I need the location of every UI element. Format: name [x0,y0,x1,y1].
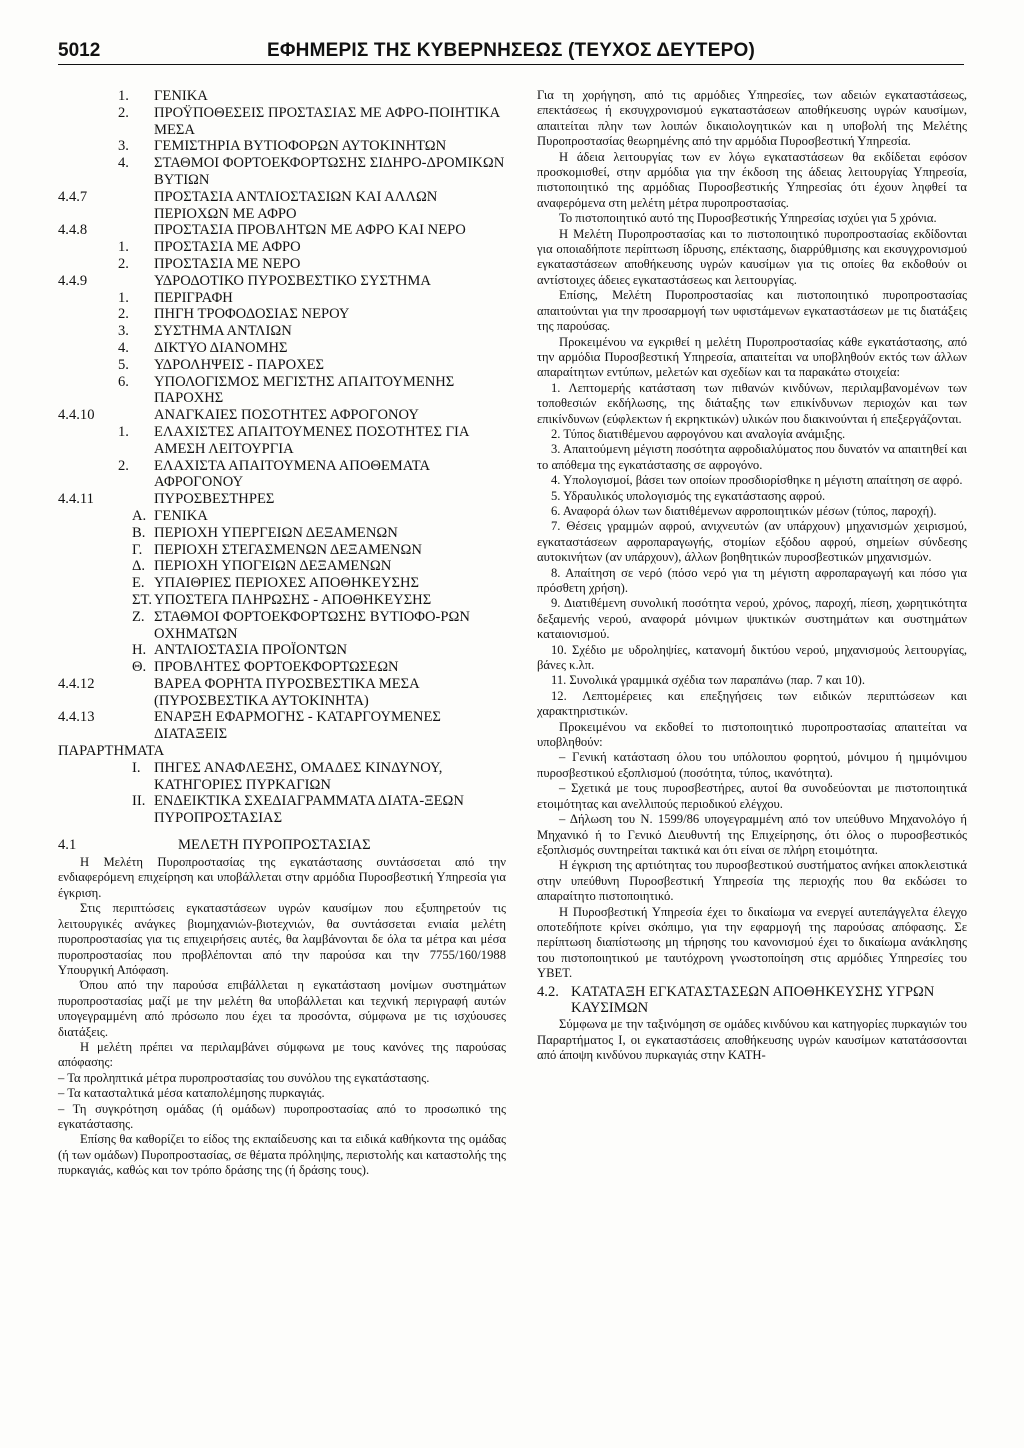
toc-number: 4.4.8 [58,222,88,239]
numbered-item: 12. Λεπτομέρειες και επεξηγήσεις των ειδικών περιπτώσεων και χαρακτηριστικών. [537,688,967,719]
toc-title: ΥΔΡΟΛΗΨΕΙΣ - ΠΑΡΟΧΕΣ [154,356,325,373]
left-body-text [58,855,506,1179]
toc-number: ΠΑΡΑΡΤΗΜΑΤΑ [58,743,165,760]
toc-letter: Ι. [132,759,141,776]
numbered-item: 3. Απαιτούμενη μέγιστη ποσότητα αφροδιαλύματος που δυνατόν να απαιτηθεί και το απόθεμα της εγκατάστασης σε αφρογόνο. [537,442,967,472]
toc-row [58,290,506,307]
toc-letter: Ε. [132,575,145,592]
toc-row [58,424,506,458]
toc-title: ΠΗΓΗ ΤΡΟΦΟΔΟΣΙΑΣ ΝΕΡΟΥ [154,306,350,323]
section-4-2-heading [537,984,967,1018]
section-number: 4.1 [58,837,77,854]
toc-title: ΓΕΜΙΣΤΗΡΙΑ ΒΥΤΙΟΦΟΡΩΝ ΑΥΤΟΚΙΝΗΤΩΝ [154,138,447,155]
numbered-item: 2. Τύπος διατιθέμενου αφρογόνου και αναλογία ανάμιξης. [551,426,846,441]
toc-title: ΕΝΑΡΞΗ ΕΦΑΡΜΟΓΗΣ - ΚΑΤΑΡΓΟΥΜΕΝΕΣ ΔΙΑΤΑΞΕΙΣ [154,709,441,743]
left-column [58,88,506,1179]
toc-row [58,491,506,508]
gazette-title: ΕΦΗΜΕΡΙΣ ΤΗΣ ΚΥΒΕΡΝΗΣΕΩΣ (ΤΕΥΧΟΣ ΔΕΥΤΕΡΟ) [267,40,755,61]
toc-letter: Θ. [132,659,147,676]
toc-row [58,609,506,643]
toc-letter: Ζ. [132,608,145,625]
toc-number: 4.4.11 [58,491,94,508]
toc-title: ΣΥΣΤΗΜΑ ΑΝΤΛΙΩΝ [154,323,292,340]
toc-row [58,659,506,676]
toc-row [58,542,506,559]
paragraph: Η μελέτη πρέπει να περιλαμβάνει σύμφωνα με τους κανόνες της παρούσας απόφασης: [58,1039,506,1070]
toc-row [58,743,506,760]
paragraph: Η Πυροσβεστική Υπηρεσία έχει το δικαίωμα να ενεργεί αυτεπάγγελτα έλεγχο οποτεδήποτε κρίνει σκόπιμο, για την εφαρμογή της παρούσας απόφασης. Σε περίπτωση διαπίστωσης μη τήρησης του κανονισμού έχει το δικαίωμα ανάκλησης του πιστοποιητικού με ταυτόχρονη γνωστοποίηση στις αρμόδιες Υπηρεσίες του ΥΒΕΤ. [537,904,967,981]
toc-letter: ΣΤ. [132,591,152,608]
toc-number: 4.4.7 [58,188,88,205]
toc-subnumber: 2. [118,306,129,323]
toc-row [58,709,506,743]
paragraph: Προκειμένου να εγκριθεί η μελέτη Πυροπροστασίας κάθε εγκατάστασης, από την αρμόδια Πυροσβεστική Υπηρεσία, απαιτείται να υποβληθούν εκτός των άλλων απαραίτητων εντύπων, μελετών και σχεδίων και τα παρακάτω στοιχεία: [537,334,967,380]
paragraph: – Γενική κατάσταση όλου του υπόλοιπου φορητού, μόνιμου ή ημιμόνιμου πυροσβεστικού εξοπλισμού (ποσότητα, τύπος, ικανότητα). [537,750,967,780]
toc-number: 4.4.10 [58,407,95,424]
toc-title: ΠΕΡΙΟΧΗ ΣΤΕΓΑΣΜΕΝΩΝ ΔΕΞΑΜΕΝΩΝ [154,541,422,558]
toc-row [58,793,506,827]
paragraph: Η Μελέτη Πυροπροστασίας της εγκατάστασης συντάσσεται από την ενδιαφερόμενη επιχείρηση και υποβάλλεται στην αρμόδια Πυροσβεστική Υπηρεσία για έγκριση. [58,855,506,900]
toc-subnumber: 2. [118,255,129,272]
paragraph: Η έγκριση της αρτιότητας του πυροσβεστικού συστήματος ανήκει αποκλειστικά στην υπεύθυνη Πυροσβεστική Υπηρεσία της περιοχής που θα εκδώσει το απαραίτητο πιστοποιητικό. [537,858,967,904]
paragraph: Στις περιπτώσεις εγκαταστάσεων υγρών καυσίμων που εξυπηρετούν τις λειτουργικές ανάγκες βιομηχανιών-βιοτεχνιών, θα συντάσσεται ενιαία μελέτη πυροπροστασίας για τις επιχειρήσεις αυτές, θα λαμβάνονται δε όλα τα μέτρα και μέσα πυροπροστασίας που προβλέπονται από την παρούσα και την 7755/160/1988 Υπουργική Απόφαση. [58,901,506,977]
toc-title: ΠΕΡΙΓΡΑΦΗ [154,289,233,306]
toc-row [58,508,506,525]
paragraph: – Σχετικά με τους πυροσβεστήρες, αυτοί θα συνοδεύονται με πιστοποιητικά ετοιμότητας και ανελλιπούς περιοδικού ελέγχου. [537,781,967,811]
toc-title: ΕΛΑΧΙΣΤΑ ΑΠΑΙΤΟΥΜΕΝΑ ΑΠΟΘΕΜΑΤΑ ΑΦΡΟΓΟΝΟΥ [154,457,430,491]
paragraph: – Δήλωση του Ν. 1599/86 υπογεγραμμένη από τον υπεύθυνο Μηχανολόγο ή Μηχανικό ή το Γενικό Διευθυντή της Επιχείρησης, ότι όλος ο πυροσβεστικός εξοπλισμός συντηρείται τακτικά και ότι είναι σε πλήρη ετοιμότητα. [537,812,967,857]
toc-row [58,676,506,710]
toc-row [58,592,506,609]
toc-row [58,357,506,374]
toc-number: 4.4.9 [58,272,88,289]
page-number: 5012 [58,40,101,61]
toc-title: ΥΔΡΟΔΟΤΙΚΟ ΠΥΡΟΣΒΕΣΤΙΚΟ ΣΥΣΤΗΜΑ [154,272,431,289]
toc-title: ΠΗΓΕΣ ΑΝΑΦΛΕΞΗΣ, ΟΜΑΔΕΣ ΚΙΝΔΥΝΟΥ, ΚΑΤΗΓΟΡΙΕΣ ΠΥΡΚΑΓΙΩΝ [154,759,443,793]
toc-subnumber: 2. [118,457,129,474]
toc-row [58,323,506,340]
toc-letter: Η. [132,642,147,659]
dash-item: – Τη συγκρότηση ομάδας (ή ομάδων) πυροπροστασίας από το προσωπικό της εγκατάστασης. [58,1101,506,1131]
toc-title: ΓΕΝΙΚΑ [154,507,208,524]
toc-title: ΣΤΑΘΜΟΙ ΦΟΡΤΟΕΚΦΟΡΤΩΣΗΣ ΒΥΤΙΟΦΟ-ΡΩΝ ΟΧΗΜΑΤΩΝ [154,608,470,642]
section-4-1-heading [58,837,506,855]
right-intro-text [537,88,967,381]
paragraph: Η Μελέτη Πυροπροστασίας και το πιστοποιητικό πυροπροστασίας εκδίδονται για οποιαδήποτε περίπτωση ίδρυσης, επέκτασης, διαρρύθμισης και εκσυγχρονισμού εγκαταστάσεων αποθήκευσης υγρών καυσίμων για τις οποίες θα εκδοθούν οι αντίστοιχες άδειες εγκαταστάσεως και λειτουργίας. [537,226,967,287]
toc-title: ΠΡΟΣΤΑΣΙΑ ΑΝΤΛΙΟΣΤΑΣΙΩΝ ΚΑΙ ΑΛΛΩΝ ΠΕΡΙΟΧΩΝ ΜΕ ΑΦΡΟ [154,188,438,222]
numbered-item: 7. Θέσεις γραμμών αφρού, ανιχνευτών (αν υπάρχουν) μηχανισμών χειρισμού, εγκαταστάσεων αφροπαραγωγής, στομίων εξόδου αφρού, σημείων σύνδεσης αυτοκινήτων (αν υπάρχουν), άλλων βοηθητικών πυροσβεστικών μηχανισμών. [537,519,967,565]
toc-row [58,306,506,323]
toc-row [58,155,506,189]
table-of-contents [58,88,506,827]
toc-subnumber: 1. [118,289,129,306]
toc-title: ΑΝΤΛΙΟΣΤΑΣΙΑ ΠΡΟΪΟΝΤΩΝ [154,642,348,659]
toc-row [58,88,506,105]
toc-subnumber: 1. [118,88,129,104]
toc-row [58,407,506,424]
section-4-2-text: Σύμφωνα με την ταξινόμηση σε ομάδες κινδύνου και κατηγορίες πυρκαγιών του Παραρτήματος Ι, οι εγκαταστάσεις αποθήκευσης υγρών καυσίμων κατατάσσονται από άποψη κινδύνου πυρκαγιάς στην ΚΑΤΗ- [537,1017,967,1062]
toc-row [58,273,506,290]
toc-row [58,189,506,223]
toc-title: ΣΤΑΘΜΟΙ ΦΟΡΤΟΕΚΦΟΡΤΩΣΗΣ ΣΙΔΗΡΟ-ΔΡΟΜΙΚΩΝ ΒΥΤΙΩΝ [154,155,505,188]
toc-title: ΠΡΟΒΛΗΤΕΣ ΦΟΡΤΟΕΚΦΟΡΤΩΣΕΩΝ [154,659,399,676]
toc-letter: ΙΙ. [132,793,146,810]
toc-title: ΥΠΑΙΘΡΙΕΣ ΠΕΡΙΟΧΕΣ ΑΠΟΘΗΚΕΥΣΗΣ [154,575,420,592]
toc-title: ΔΙΚΤΥΟ ΔΙΑΝΟΜΗΣ [154,339,288,356]
paragraph: Επίσης, Μελέτη Πυροπροστασίας και πιστοποιητικό πυροπροστασίας απαιτούνται για την προσαρμογή των υφιστάμενων εγκαταστάσεων με τις διατάξεις της παρούσας. [537,288,967,334]
dash-item: – Τα κατασταλτικά μέσα καταπολέμησης πυρκαγιάς. [58,1086,325,1101]
toc-row [58,558,506,575]
toc-letter: Γ. [132,541,143,558]
paragraph: Προκειμένου να εκδοθεί το πιστοποιητικό πυροπροστασίας απαιτείται να υποβληθούν: [537,719,967,750]
toc-title: ΥΠΟΛΟΓΙΣΜΟΣ ΜΕΓΙΣΤΗΣ ΑΠΑΙΤΟΥΜΕΝΗΣ ΠΑΡΟΧΗΣ [154,373,455,407]
toc-subnumber: 3. [118,138,129,155]
numbered-item: 6. Αναφορά όλων των διατιθέμενων αφροποιητικών μέσων (τύπος, παροχή). [551,503,937,518]
toc-letter: Δ. [132,558,146,575]
numbered-item: 1. Λεπτομερής κατάσταση των πιθανών κινδύνων, περιλαμβανομένων των τοποθεσιών εκδήλωσης, της διάταξης των επικίνδυνων περιοχών και των επικίνδυνων (εύφλεκτων ή εκρηκτικών) υλικών που διακινούνται ή επεξεργάζονται. [537,380,967,426]
toc-title: ΑΝΑΓΚΑΙΕΣ ΠΟΣΟΤΗΤΕΣ ΑΦΡΟΓΟΝΟΥ [154,407,419,424]
right-after-text [537,720,967,982]
toc-title: ΒΑΡΕΑ ΦΟΡΗΤΑ ΠΥΡΟΣΒΕΣΤΙΚΑ ΜΕΣΑ (ΠΥΡΟΣΒΕΣΤΙΚΑ ΑΥΤΟΚΙΝΗΤΑ) [154,675,419,709]
toc-row [58,642,506,659]
toc-row [58,138,506,155]
toc-title: ΓΕΝΙΚΑ [154,88,208,104]
toc-title: ΕΝΔΕΙΚΤΙΚΑ ΣΧΕΔΙΑΓΡΑΜΜΑΤΑ ΔΙΑΤΑ-ΞΕΩΝ ΠΥΡΟΠΡΟΣΤΑΣΙΑΣ [154,793,464,827]
toc-row [58,222,506,239]
page-header [58,38,964,65]
section-title: ΜΕΛΕΤΗ ΠΥΡΟΠΡΟΣΤΑΣΙΑΣ [178,837,371,854]
section-title: ΚΑΤΑΤΑΞΗ ΕΓΚΑΤΑΣΤΑΣΕΩΝ ΑΠΟΘΗΚΕΥΣΗΣ ΥΓΡΩΝ ΚΑΥΣΙΜΩΝ [571,983,935,1017]
toc-row [58,256,506,273]
toc-subnumber: 6. [118,373,129,390]
toc-title: ΕΛΑΧΙΣΤΕΣ ΑΠΑΙΤΟΥΜΕΝΕΣ ΠΟΣΟΤΗΤΕΣ ΓΙΑ ΑΜΕΣΗ ΛΕΙΤΟΥΡΓΙΑ [154,423,469,457]
paragraph: Επίσης θα καθορίζει το είδος της εκπαίδευσης και τα ειδικά καθήκοντα της ομάδας (ή των ομάδων) Πυροπροστασίας, σε θέματα πρόληψης, περιστολής και καταστολής της πυρκαγιάς, καθώς και τον τρόπο δράσης της (ή δράσης τους). [58,1132,506,1178]
toc-row [58,340,506,357]
toc-title: ΥΠΟΣΤΕΓΑ ΠΛΗΡΩΣΗΣ - ΑΠΟΘΗΚΕΥΣΗΣ [154,591,432,608]
dash-item: – Τα προληπτικά μέτρα πυροπροστασίας του συνόλου της εγκατάστασης. [58,1070,430,1085]
toc-title: ΠΡΟΫΠΟΘΕΣΕΙΣ ΠΡΟΣΤΑΣΙΑΣ ΜΕ ΑΦΡΟ-ΠΟΙΗΤΙΚΑ ΜΕΣΑ [154,104,500,138]
toc-subnumber: 5. [118,356,129,373]
toc-title: ΠΥΡΟΣΒΕΣΤΗΡΕΣ [154,491,275,508]
right-column [537,88,967,1063]
toc-subnumber: 2. [118,104,129,121]
toc-title: ΠΡΟΣΤΑΣΙΑ ΜΕ ΑΦΡΟ [154,239,301,256]
toc-row [58,105,506,139]
toc-subnumber: 1. [118,239,129,256]
toc-row [58,575,506,592]
toc-title: ΠΕΡΙΟΧΗ ΥΠΟΓΕΙΩΝ ΔΕΞΑΜΕΝΩΝ [154,558,392,575]
numbered-item: 11. Συνολικά γραμμικά σχέδια των παραπάνω (παρ. 7 και 10). [551,673,865,688]
paragraph: Η άδεια λειτουργίας των εν λόγω εγκαταστάσεων θα εκδίδεται εφόσον προσκομισθεί, στην αρμόδια για την έκδοση της άδειας λειτουργίας Υπηρεσία, πιστοποιητικό της αρμόδιας Πυροσβεστικής Υπηρεσίας ότι έχουν ληφθεί τα αναφερόμενα στη μελέτη μέτρα πυροπροστασίας. [537,149,967,210]
toc-subnumber: 4. [118,155,129,172]
toc-subnumber: 4. [118,339,129,356]
toc-row [58,374,506,408]
paragraph: Για τη χορήγηση, από τις αρμόδιες Υπηρεσίες, των αδειών εγκαταστάσεως, επεκτάσεως ή εκσυγχρονισμού εγκαταστάσεων αποθήκευσης υγρών καυσίμων, απαιτείται πλην των λοιπών δικαιολογητικών και η υποβολή της Μελέτης Πυροπροστασίας θεωρημένης από την αρμόδια Πυροσβεστική Υπηρεσία. [537,88,967,149]
toc-row [58,239,506,256]
toc-number: 4.4.13 [58,709,95,726]
toc-number: 4.4.12 [58,675,95,692]
numbered-item: 10. Σχέδιο με υδροληψίες, κατανομή δικτύου νερού, μηχανισμούς λειτουργίας, βάνες κ.λπ. [537,642,967,673]
numbered-item: 4. Υπολογισμοί, βάσει των οποίων προσδιορίσθηκε η μέγιστη απαίτηση σε αφρό. [551,473,963,488]
toc-subnumber: 1. [118,423,129,440]
toc-letter: Β. [132,524,146,541]
numbered-item: 8. Απαίτηση σε νερό (πόσο νερό για τη μέγιστη αφροπαραγωγή και πόσο για πρόσθετη χρήση). [537,565,967,595]
toc-subnumber: 3. [118,323,129,340]
toc-title: ΠΕΡΙΟΧΗ ΥΠΕΡΓΕΙΩΝ ΔΕΞΑΜΕΝΩΝ [154,524,398,541]
toc-row [58,458,506,492]
paragraph: Όπου από την παρούσα επιβάλλεται η εγκατάσταση μονίμων συστημάτων πυροπροστασίας μαζί με την μελέτη θα υποβάλλεται και τεχνική περιγραφή αυτών υπογεγραμμένη από πρόσωπο που έχει τα προσόντα, σύμφωνα με τις ισχύουσες διατάξεις. [58,978,506,1039]
required-documents-list [537,381,967,720]
toc-row [58,760,506,794]
numbered-item: 5. Υδραυλικός υπολογισμός της εγκατάστασης αφρού. [551,488,826,503]
numbered-item: 9. Διατιθέμενη συνολική ποσότητα νερού, χρόνος, παροχή, πίεση, χωρητικότητα δεξαμενής νερού, αναφορά μόνιμων ψυκτικών συστημάτων και συστημάτων καταιονισμού. [537,596,967,642]
toc-letter: Α. [132,507,147,524]
toc-row [58,525,506,542]
toc-title: ΠΡΟΣΤΑΣΙΑ ΜΕ ΝΕΡΟ [154,255,301,272]
toc-title: ΠΡΟΣΤΑΣΙΑ ΠΡΟΒΛΗΤΩΝ ΜΕ ΑΦΡΟ ΚΑΙ ΝΕΡΟ [154,222,466,239]
section-number: 4.2. [537,983,559,1000]
paragraph: Το πιστοποιητικό αυτό της Πυροσβεστικής Υπηρεσίας ισχύει για 5 χρόνια. [559,211,937,226]
